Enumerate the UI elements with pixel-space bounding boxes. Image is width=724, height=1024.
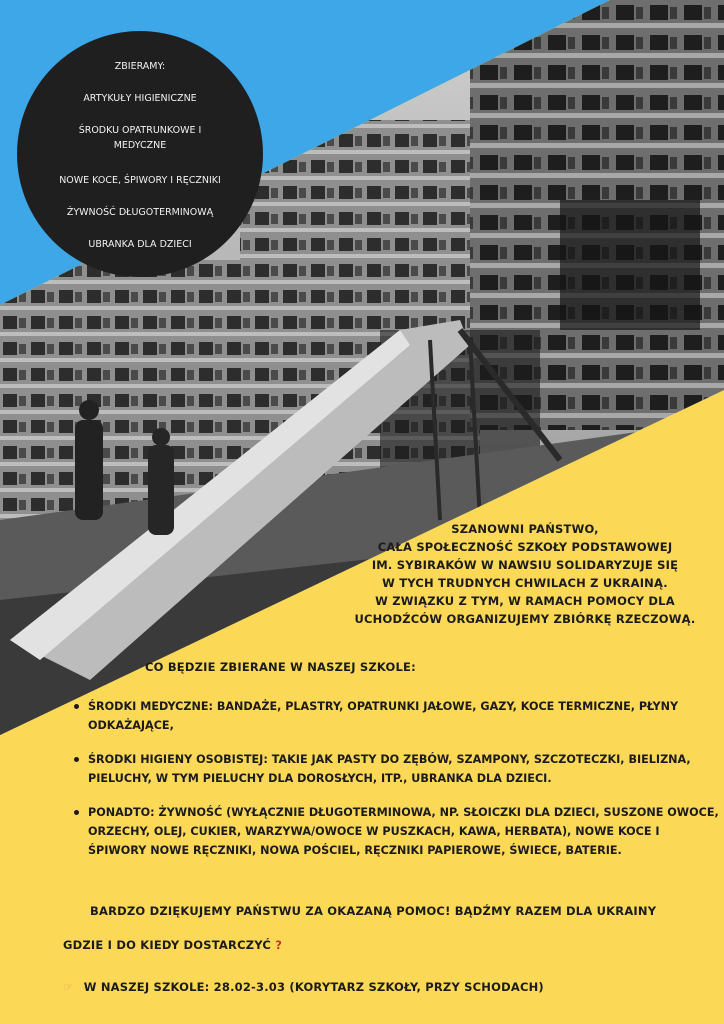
circle-item-hygiene: ARTYKUŁY HIGIENICZNE	[83, 93, 197, 104]
intro-line: IM. SYBIRAKÓW W NAWSIU SOLIDARYZUJE SIĘ	[371, 558, 679, 572]
thanks-message: BARDZO DZIĘKUJEMY PAŃSTWU ZA OKAZANĄ POMOC! BĄDŹMY RAZEM DLA UKRAINY	[90, 904, 657, 918]
circle-item-food: ŻYWNOŚĆ DŁUGOTERMINOWĄ	[66, 207, 214, 218]
delivery-question-text: GDZIE I DO KIEDY DOSTARCZYĆ	[63, 938, 272, 952]
list-item-text: PONADTO: ŻYWNOŚĆ (WYŁĄCZNIE DŁUGOTERMINOWA, NP. SŁOICZKI DLA DZIECI, SUSZONE OWOCE, ORZECHY, OLEJ, CUKIER, WARZYWA/OWOCE W PUSZKACH, KAWA, HERBATA), NOWE KOCE I ŚPIWORY NOWE RĘCZNIKI, NOWA POŚCIEL, RĘCZNIKI PAPIEROWE, ŚWIECE, BATERIE.	[88, 806, 719, 857]
collection-list	[70, 697, 720, 860]
circle-heading: ZBIERAMY:	[114, 61, 166, 72]
intro-line: CAŁA SPOŁECZNOŚĆ SZKOŁY PODSTAWOWEJ	[377, 540, 673, 554]
circle-item-clothes: UBRANKA DLA DZIECI	[88, 239, 192, 250]
intro-line: SZANOWNI PAŃSTWO,	[451, 522, 599, 536]
circle-item-blankets: NOWE KOCE, ŚPIWORY I RĘCZNIKI	[59, 175, 221, 186]
list-item	[70, 750, 720, 788]
intro-line: UCHODŹCÓW ORGANIZUJEMY ZBIÓRKĘ RZECZOWĄ.	[354, 612, 696, 626]
list-item	[70, 697, 720, 735]
circle-item-medical: ŚRODKU OPATRUNKOWE I MEDYCZNE	[78, 125, 202, 151]
intro-line: W ZWIĄZKU Z TYM, W RAMACH POMOCY DLA	[375, 594, 675, 608]
delivery-details	[63, 980, 544, 994]
pointing-hand-icon: ☞	[63, 980, 74, 994]
bullet-icon	[74, 757, 79, 762]
delivery-details-text: W NASZEJ SZKOLE: 28.02-3.03 (KORYTARZ SZKOŁY, PRZY SCHODACH)	[83, 980, 544, 994]
intro-paragraph	[340, 520, 710, 628]
intro-line: W TYCH TRUDNYCH CHWILACH Z UKRAINĄ.	[382, 576, 668, 590]
section-title: CO BĘDZIE ZBIERANE W NASZEJ SZKOLE:	[145, 660, 416, 674]
bullet-icon	[74, 704, 79, 709]
bullet-icon	[74, 810, 79, 815]
delivery-question	[63, 938, 282, 952]
question-mark-icon: ?	[275, 938, 283, 952]
list-item	[70, 803, 720, 860]
collection-circle	[17, 31, 263, 277]
list-item-text: ŚRODKI MEDYCZNE: BANDAŻE, PLASTRY, OPATRUNKI JAŁOWE, GAZY, KOCE TERMICZNE, PŁYNY ODKAŻAJĄCE,	[88, 700, 679, 732]
list-item-text: ŚRODKI HIGIENY OSOBISTEJ: TAKIE JAK PASTY DO ZĘBÓW, SZAMPONY, SZCZOTECZKI, BIELIZNA, PIELUCHY, W TYM PIELUCHY DLA DOROSŁYCH, ITP., UBRANKA DLA DZIECI.	[88, 753, 691, 785]
